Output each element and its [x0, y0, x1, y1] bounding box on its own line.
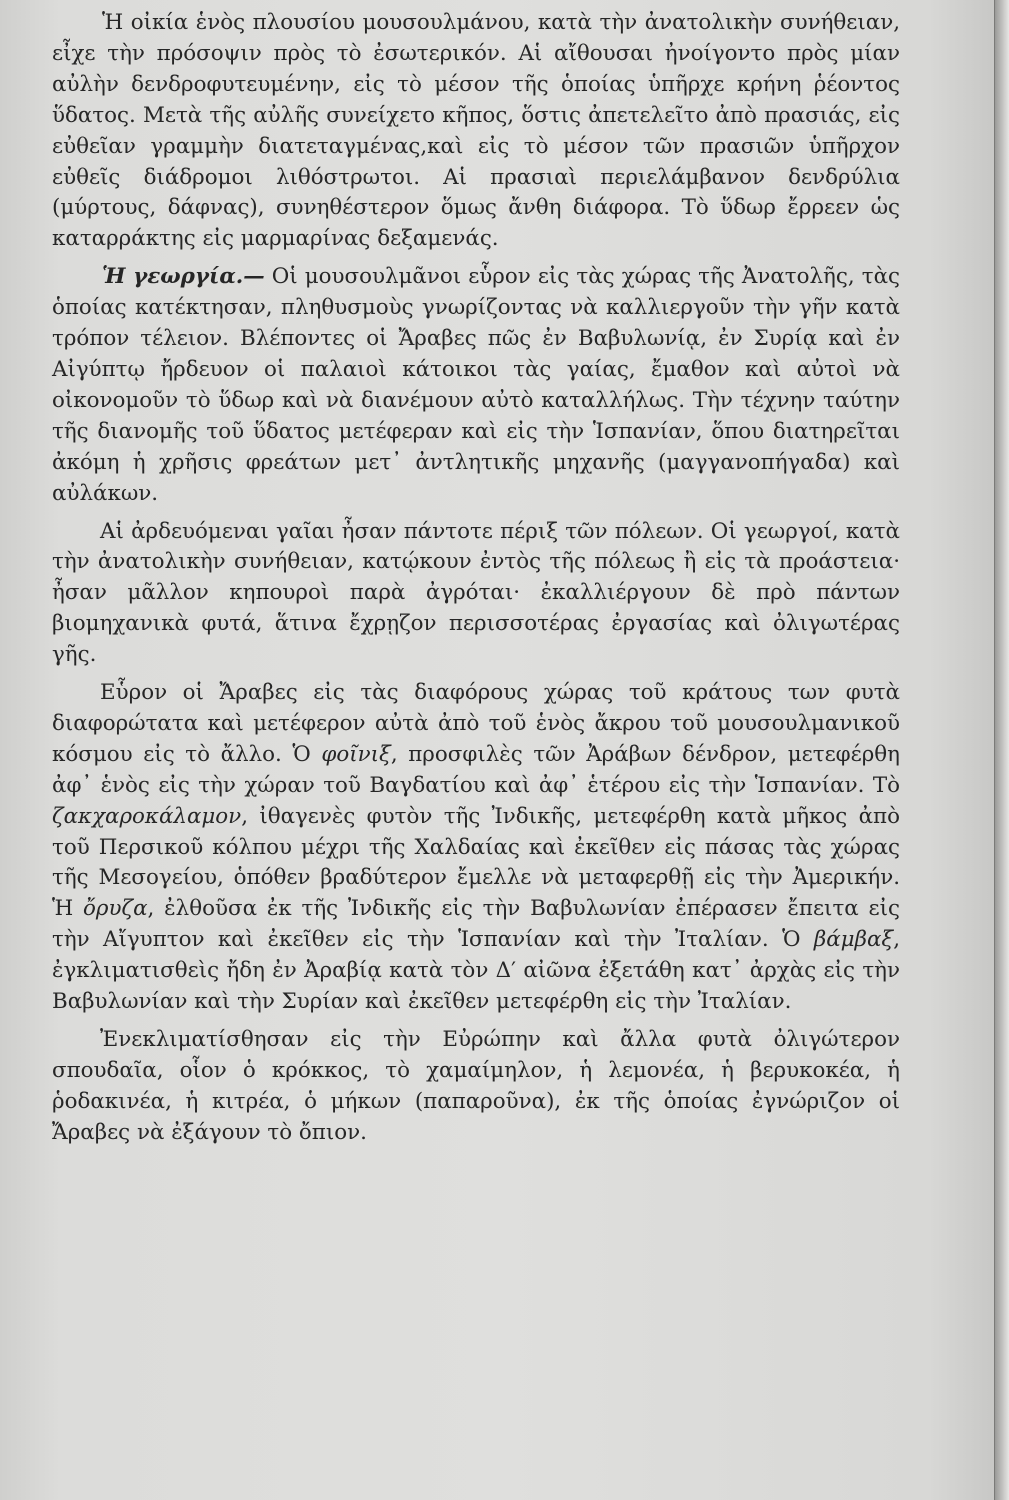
body-text [52, 8, 900, 1156]
paragraph-text: Ἐνεκλιματίσθησαν εἰς τὴν Εὐρώπην καὶ ἄλλα φυτὰ ὀλιγώτερον σπουδαῖα, οἷον ὁ κρόκκος, τὸ χαμαίμηλον, ἡ λεμονέα, ἡ βερυκοκέα, ἡ ῥοδακινέα, ἡ κιτρέα, ὁ μήκων (παπαροῦνα), ἐκ τῆς ὁποίας ἐγνώριζον οἱ Ἄραβες νὰ ἐξάγουν τὸ ὄπιον. [52, 1027, 900, 1145]
plant-name-sugarcane: ζακχαροκάλαμον [52, 803, 242, 829]
page-edge-shadow [994, 0, 1009, 1500]
paragraph-irrigated-lands [52, 517, 900, 672]
plant-name-palm: φοῖνιξ [321, 741, 391, 767]
paragraph-text: Ἡ οἰκία ἑνὸς πλουσίου μουσουλμάνου, κατὰ τὴν ἀνατολικὴν συνήθειαν, εἶχε τὴν πρόσοψιν πρὸς τὸ ἐσωτερικόν. Αἱ αἴθουσαι ἠνοίγοντο πρὸς μίαν αὐλὴν δενδροφυτευμένην, εἰς τὸ μέσον τῆς ὁποίας ὑπῆρχε κρήνη ῥέοντος ὕδατος. Μετὰ τῆς αὐλῆς συνείχετο κῆπος, ὅστις ἀπετελεῖτο ἀπὸ πρασιάς, εἰς εὐθεῖαν γραμμὴν διατεταγμένας,καὶ εἰς τὸ μέσον τῶν πρασιῶν ὑπῆρχον εὐθεῖς διάδρομοι λιθόστρωτοι. Αἱ πρασιαὶ περιελάμβανον δενδρύλια (μύρτους, δάφνας), συνηθέστερον ὅμως ἄνθη διάφορα. Τὸ ὕδωρ ἔρρεεν ὡς καταρράκτης εἰς μαρμαρίνας δεξαμενάς. [52, 10, 900, 252]
paragraph-text: Αἱ ἀρδευόμεναι γαῖαι ἦσαν πάντοτε πέριξ τῶν πόλεων. Οἱ γεωργοί, κατὰ τὴν ἀνατολικὴν συνήθειαν, κατῴκουν ἐντὸς τῆς πόλεως ἢ εἰς τὰ προάστεια· ἦσαν μᾶλλον κηπουροὶ παρὰ ἀγρόται· ἐκαλλιέργουν δὲ πρὸ πάντων βιομηχανικὰ φυτά, ἅτινα ἔχρῃζον περισσοτέρας ἐργασίας καὶ ὀλιγωτέρας γῆς. [52, 518, 900, 668]
paragraph-segment: , ἐγκλιματισθεὶς ἤδη ἐν Ἀραβίᾳ κατὰ τὸν Δ′ αἰῶνα ἐξετάθη κατ᾽ ἀρχὰς εἰς τὴν Βαβυλωνίαν καὶ τὴν Συρίαν καὶ ἐκεῖθεν μετεφέρθη εἰς τὴν Ἰταλίαν. [52, 927, 900, 1015]
paragraph-minor-plants [52, 1025, 900, 1149]
paragraph-arab-house [52, 8, 900, 255]
paragraph-segment: , ἰθαγενὲς φυτὸν τῆς Ἰνδικῆς, μετεφέρθη κατὰ μῆκος ἀπὸ τοῦ Περσικοῦ κόλπου μέχρι τῆς Χαλδαίας καὶ ἐκεῖθεν εἰς πάσας τὰς χώρας τῆς Μεσογείου, ὁπόθεν βραδύτερον ἔμελλε νὰ μεταφερθῇ εἰς τὴν Ἀμερικήν. Ἡ [52, 803, 900, 922]
paragraph-plants-transfer [52, 678, 900, 1018]
section-heading-agriculture: Ἡ γεωργία.— [102, 264, 265, 290]
paragraph-segment: , προσφιλὲς τῶν Ἀράβων δένδρον, μετεφέρθη ἀφ᾽ ἑνὸς εἰς τὴν χώραν τοῦ Βαγδατίου καὶ ἀφ᾽ ἑτέρου εἰς τὴν Ἱσπανίαν. Τὸ [52, 741, 900, 798]
paragraph-segment: , ἐλθοῦσα ἐκ τῆς Ἰνδικῆς εἰς τὴν Βαβυλωνίαν ἐπέρασεν ἔπειτα εἰς τὴν Αἴγυπτον καὶ ἐκεῖθεν εἰς τὴν Ἱσπανίαν καὶ τὴν Ἰταλίαν. Ὁ [52, 896, 900, 953]
plant-name-cotton: βάμβαξ [813, 927, 894, 953]
paragraph-segment: Εὗρον οἱ Ἄραβες εἰς τὰς διαφόρους χώρας τοῦ κράτους των φυτὰ διαφορώτατα καὶ μετέφερον αὐτὰ ἀπὸ τοῦ ἑνὸς ἄκρου τοῦ μουσουλμανικοῦ κόσμου εἰς τὸ ἄλλο. Ὁ [52, 680, 900, 767]
paragraph-agriculture [52, 262, 900, 509]
plant-name-rice: ὄρυζα [83, 896, 148, 922]
paragraph-text: Οἱ μουσουλμᾶνοι εὗρον εἰς τὰς χώρας τῆς Ἀνατολῆς, τὰς ὁποίας κατέκτησαν, πληθυσμοὺς γνωρίζοντας νὰ καλλιεργοῦν τὴν γῆν κατὰ τρόπον τέλειον. Βλέποντες οἱ Ἄραβες πῶς ἐν Βαβυλωνίᾳ, ἐν Συρίᾳ καὶ ἐν Αἰγύπτῳ ἤρδευον οἱ παλαιοὶ κάτοικοι τὰς γαίας, ἔμαθον καὶ αὐτοὶ νὰ οἰκονομοῦν τὸ ὕδωρ καὶ νὰ διανέμουν αὐτὸ καταλλήλως. Τὴν τέχνην ταύτην τῆς διανομῆς τοῦ ὕδατος μετέφεραν καὶ εἰς τὴν Ἱσπανίαν, ὅπου διατηρεῖται ἀκόμη ἡ χρῆσις φρεάτων μετ᾽ ἀντλητικῆς μηχανῆς (μαγγανοπήγαδα) καὶ αὐλάκων. [52, 264, 900, 506]
